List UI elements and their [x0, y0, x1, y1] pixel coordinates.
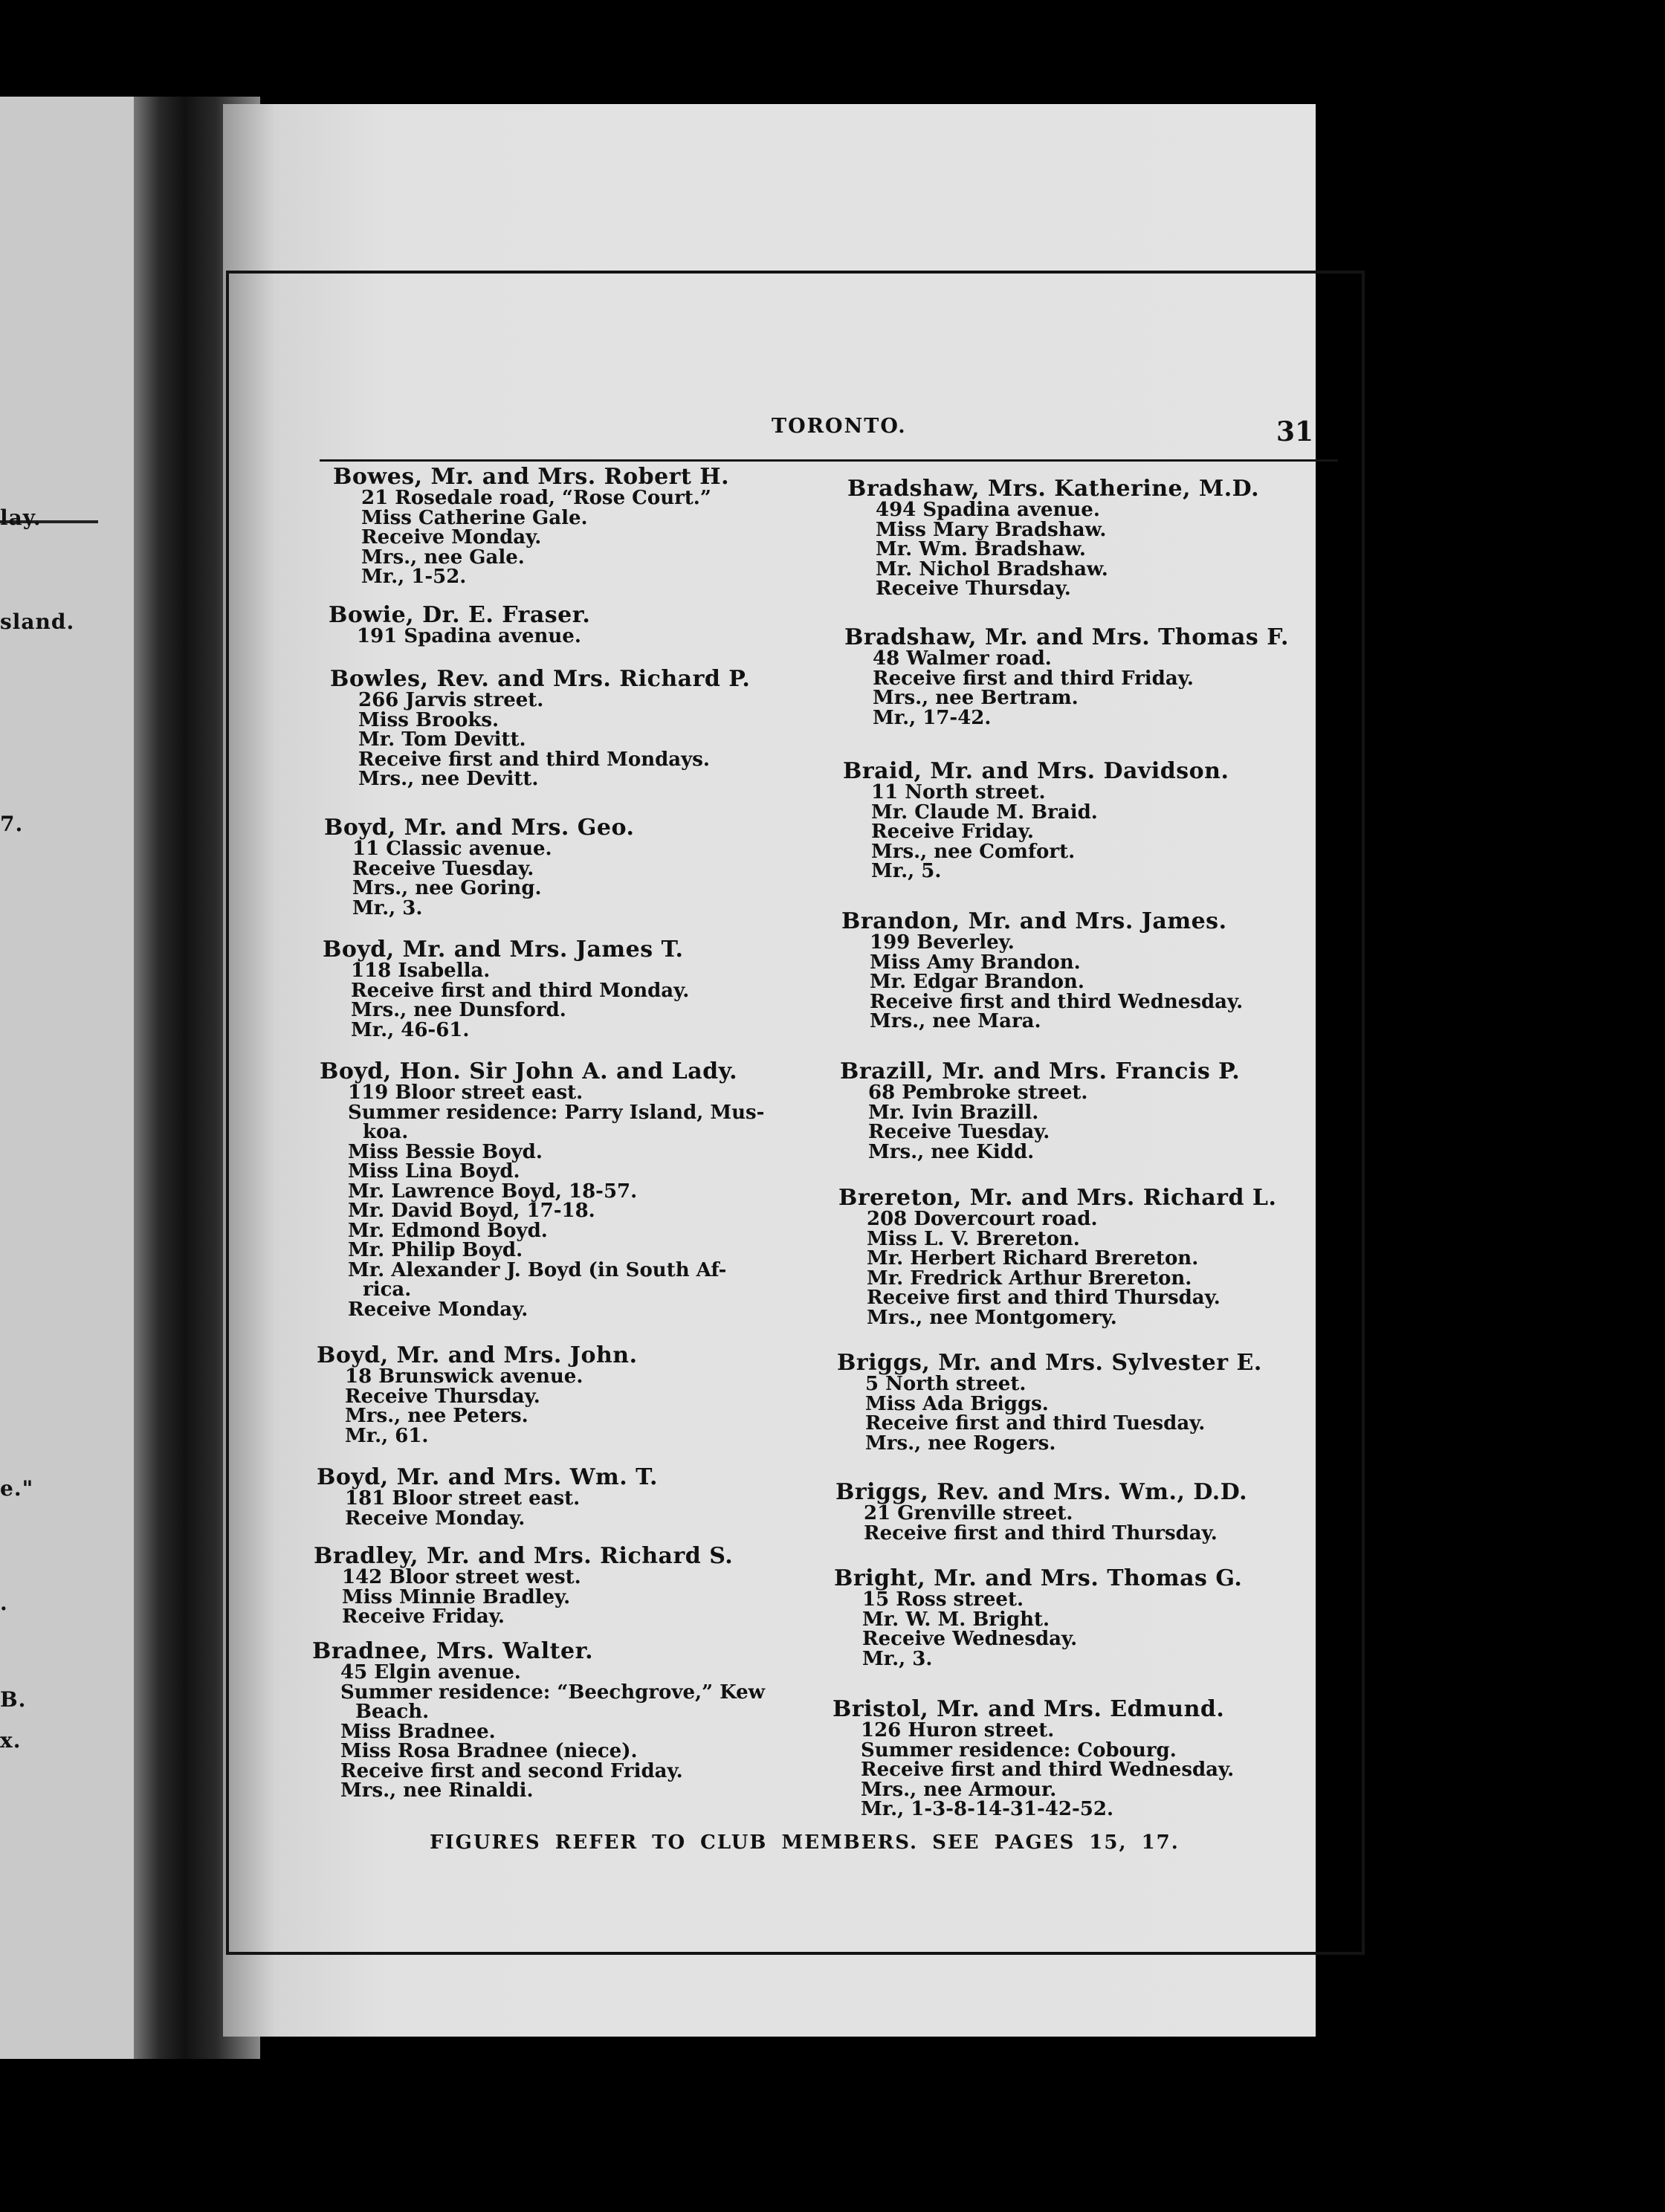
entry-detail-line: Mrs., nee Gale.	[361, 546, 525, 569]
entry-detail-line: Mr., 1-3-8-14-31-42-52.	[861, 1798, 1114, 1820]
entry-detail-line: Summer residence: “Beechgrove,” Kew	[340, 1681, 766, 1704]
page-number: 31	[1276, 416, 1314, 447]
entry-detail-line: Miss L. V. Brereton.	[867, 1227, 1080, 1250]
directory-entry	[312, 1640, 765, 1801]
entry-detail-line: Receive Thursday.	[876, 578, 1071, 600]
entry-detail-line: Miss Lina Boyd.	[348, 1160, 520, 1183]
entry-name: Briggs, Rev. and Mrs. Wm., D.D.	[835, 1479, 1248, 1505]
entry-detail-line: Mr. Claude M. Braid.	[871, 801, 1098, 824]
entry-detail-line: Receive first and third Friday.	[873, 667, 1194, 690]
entry-name: Brandon, Mr. and Mrs. James.	[841, 908, 1227, 934]
entry-detail-line: 21 Grenville street.	[864, 1502, 1073, 1524]
entry-name: Bradley, Mr. and Mrs. Richard S.	[314, 1543, 734, 1569]
entry-detail-line: Mrs., nee Rogers.	[865, 1432, 1056, 1455]
entry-name: Boyd, Mr. and Mrs. Geo.	[324, 815, 635, 841]
entry-detail-line: Receive first and third Wednesday.	[861, 1759, 1235, 1781]
entry-detail-line: Mr. Lawrence Boyd, 18-57.	[348, 1180, 638, 1203]
entry-detail-line: Mrs., nee Montgomery.	[867, 1306, 1117, 1329]
entry-detail-line: 266 Jarvis street.	[358, 689, 544, 711]
entry-detail-line: Mrs., nee Mara.	[870, 1010, 1041, 1032]
entry-detail-line: Mrs., nee Devitt.	[358, 768, 539, 790]
entry-detail-line: Mr. Fredrick Arthur Brereton.	[867, 1267, 1192, 1290]
entry-detail-line: Receive Wednesday.	[862, 1628, 1078, 1650]
entry-detail-line: 208 Dovercourt road.	[867, 1208, 1098, 1230]
directory-entry	[847, 477, 1259, 599]
running-head: TORONTO.	[772, 415, 907, 438]
entry-name: Boyd, Hon. Sir John A. and Lady.	[320, 1058, 738, 1084]
entry-detail-line: Mr. Edgar Brandon.	[870, 971, 1084, 993]
entry-detail-line: Mr., 46-61.	[351, 1018, 470, 1041]
entry-detail-line: rica.	[363, 1278, 412, 1301]
entry-detail-line: 11 Classic avenue.	[352, 838, 552, 860]
directory-entry	[314, 1545, 733, 1627]
entry-detail-line: 11 North street.	[871, 781, 1046, 803]
entry-name: Bristol, Mr. and Mrs. Edmund.	[832, 1696, 1225, 1722]
entry-detail-line: Summer residence: Parry Island, Mus-	[348, 1101, 765, 1124]
entry-name: Bradshaw, Mr. and Mrs. Thomas F.	[844, 624, 1289, 650]
entry-detail-line: 68 Pembroke street.	[868, 1081, 1088, 1104]
entry-detail-line: 181 Bloor street east.	[345, 1487, 581, 1510]
entry-name: Bowles, Rev. and Mrs. Richard P.	[330, 666, 751, 692]
entry-name: Braid, Mr. and Mrs. Davidson.	[843, 758, 1229, 784]
entry-detail-line: Miss Brooks.	[358, 708, 500, 731]
entry-detail-line: 142 Bloor street west.	[342, 1566, 581, 1588]
entry-detail-line: Receive first and third Wednesday.	[870, 990, 1244, 1013]
entry-detail-line: Receive Friday.	[342, 1605, 505, 1628]
left-page-text-fragment: sland.	[0, 609, 75, 634]
entry-detail-line: Mr. Wm. Bradshaw.	[876, 538, 1086, 560]
left-page-text-fragment: 7.	[0, 812, 24, 836]
entry-detail-line: Receive first and third Mondays.	[358, 748, 710, 771]
directory-entry	[834, 1567, 1242, 1669]
entry-detail-line: Miss Amy Brandon.	[870, 951, 1081, 974]
entry-detail-line: Receive Monday.	[345, 1507, 526, 1530]
entry-name: Bowes, Mr. and Mrs. Robert H.	[333, 464, 730, 490]
directory-entry	[832, 1698, 1234, 1820]
entry-detail-line: 199 Beverley.	[870, 931, 1015, 954]
left-page-text-fragment: .	[0, 1591, 8, 1615]
directory-entry	[837, 1351, 1262, 1453]
entry-detail-line: Mr., 3.	[862, 1647, 933, 1670]
entry-detail-line: Mr., 1-52.	[361, 566, 467, 588]
entry-detail-line: Miss Bradnee.	[340, 1720, 496, 1743]
directory-entry	[843, 760, 1229, 882]
entry-detail-line: 191 Spadina avenue.	[357, 625, 581, 647]
directory-entry	[835, 1481, 1247, 1543]
entry-detail-line: Miss Rosa Bradnee (niece).	[340, 1740, 638, 1762]
entry-detail-line: Mr., 5.	[871, 860, 942, 882]
entry-name: Bradshaw, Mrs. Katherine, M.D.	[847, 476, 1260, 502]
entry-detail-line: Miss Bessie Boyd.	[348, 1140, 543, 1163]
entry-detail-line: 15 Ross street.	[862, 1588, 1024, 1611]
entry-detail-line: Mrs., nee Bertram.	[873, 687, 1079, 709]
entry-detail-line: Receive Tuesday.	[352, 857, 534, 880]
entry-detail-line: 119 Bloor street east.	[348, 1081, 583, 1104]
entry-detail-line: Miss Ada Briggs.	[865, 1392, 1049, 1415]
entry-detail-line: 5 North street.	[865, 1373, 1027, 1395]
entry-detail-line: Mrs., nee Peters.	[345, 1405, 528, 1427]
entry-detail-line: Mr. Ivin Brazill.	[868, 1101, 1039, 1124]
entry-detail-line: Miss Catherine Gale.	[361, 506, 588, 529]
header-rule	[320, 459, 1338, 462]
entry-name: Boyd, Mr. and Mrs. Wm. T.	[317, 1464, 658, 1490]
directory-entry	[838, 1186, 1276, 1327]
entry-detail-line: Receive first and second Friday.	[340, 1759, 683, 1782]
entry-detail-line: Receive Tuesday.	[868, 1121, 1050, 1143]
entry-detail-line: Beach.	[355, 1701, 430, 1723]
left-page-text-fragment: lay.	[0, 505, 42, 530]
entry-detail-line: Mr. W. M. Bright.	[862, 1608, 1050, 1631]
directory-entry	[323, 938, 689, 1040]
entry-detail-line: Mr. Herbert Richard Brereton.	[867, 1247, 1199, 1270]
directory-entry	[333, 465, 729, 587]
directory-entry	[329, 604, 590, 647]
directory-entry	[324, 816, 634, 918]
entry-detail-line: Receive first and third Monday.	[351, 979, 690, 1002]
entry-name: Bowie, Dr. E. Fraser.	[329, 602, 591, 628]
entry-detail-line: Mrs., nee Dunsford.	[351, 999, 566, 1021]
entry-name: Brazill, Mr. and Mrs. Francis P.	[840, 1058, 1241, 1084]
entry-detail-line: Receive first and third Thursday.	[864, 1521, 1218, 1545]
page-footer: FIGURES REFER TO CLUB MEMBERS. SEE PAGES 15, 17.	[430, 1831, 1180, 1854]
entry-detail-line: Mrs., nee Kidd.	[868, 1140, 1035, 1163]
entry-detail-line: 118 Isabella.	[351, 960, 491, 982]
entry-detail-line: koa.	[363, 1121, 409, 1143]
entry-detail-line: 126 Huron street.	[861, 1719, 1055, 1742]
left-page-text-fragment: x.	[0, 1728, 22, 1753]
entry-detail-line: Receive Monday.	[361, 526, 542, 549]
entry-detail-line: Mr. Tom Devitt.	[358, 728, 526, 751]
entry-detail-line: Miss Minnie Bradley.	[342, 1585, 571, 1608]
entry-detail-line: Mrs., nee Rinaldi.	[340, 1779, 534, 1802]
entry-detail-line: Receive Thursday.	[345, 1385, 540, 1408]
entry-detail-line: Mrs., nee Comfort.	[871, 840, 1076, 863]
entry-name: Bright, Mr. and Mrs. Thomas G.	[834, 1565, 1243, 1591]
entry-name: Boyd, Mr. and Mrs. John.	[317, 1342, 638, 1368]
directory-entry	[330, 667, 750, 789]
directory-entry	[317, 1344, 638, 1446]
entry-name: Bradnee, Mrs. Walter.	[312, 1638, 594, 1664]
entry-detail-line: 18 Brunswick avenue.	[345, 1365, 583, 1388]
directory-entry	[841, 910, 1243, 1032]
entry-detail-line: Summer residence: Cobourg.	[861, 1739, 1177, 1762]
entry-detail-line: Mrs., nee Goring.	[352, 877, 542, 899]
entry-name: Briggs, Mr. and Mrs. Sylvester E.	[837, 1350, 1262, 1376]
entry-detail-line: Mr. Nichol Bradshaw.	[876, 557, 1108, 581]
entry-detail-line: Mr. Edmond Boyd.	[348, 1219, 548, 1242]
entry-detail-line: 45 Elgin avenue.	[340, 1661, 521, 1684]
entry-detail-line: 48 Walmer road.	[873, 647, 1052, 670]
entry-detail-line: Receive first and third Thursday.	[867, 1287, 1221, 1309]
entry-detail-line: 21 Rosedale road, “Rose Court.”	[361, 487, 711, 509]
entry-detail-line: Mr., 3.	[352, 896, 423, 919]
entry-detail-line: Mr. Alexander J. Boyd (in South Af-	[348, 1258, 727, 1281]
entry-detail-line: 494 Spadina avenue.	[876, 499, 1100, 521]
directory-entry	[317, 1466, 658, 1528]
entry-name: Brereton, Mr. and Mrs. Richard L.	[838, 1185, 1277, 1211]
entry-detail-line: Mr. David Boyd, 17-18.	[348, 1200, 595, 1222]
entry-detail-line: Receive Friday.	[871, 821, 1034, 843]
entry-detail-line: Miss Mary Bradshaw.	[876, 518, 1107, 541]
directory-entry	[320, 1060, 764, 1319]
left-page-text-fragment: B.	[0, 1687, 27, 1712]
directory-entry	[840, 1060, 1240, 1162]
entry-detail-line: Mr. Philip Boyd.	[348, 1239, 523, 1261]
directory-entry	[844, 626, 1289, 728]
entry-detail-line: Mr., 61.	[345, 1424, 429, 1447]
entry-detail-line: Receive Monday.	[348, 1298, 528, 1321]
left-page-text-fragment: e."	[0, 1476, 34, 1501]
entry-detail-line: Mrs., nee Armour.	[861, 1778, 1057, 1801]
entry-name: Boyd, Mr. and Mrs. James T.	[323, 937, 684, 963]
entry-detail-line: Receive first and third Tuesday.	[865, 1412, 1206, 1435]
entry-detail-line: Mr., 17-42.	[873, 706, 992, 729]
